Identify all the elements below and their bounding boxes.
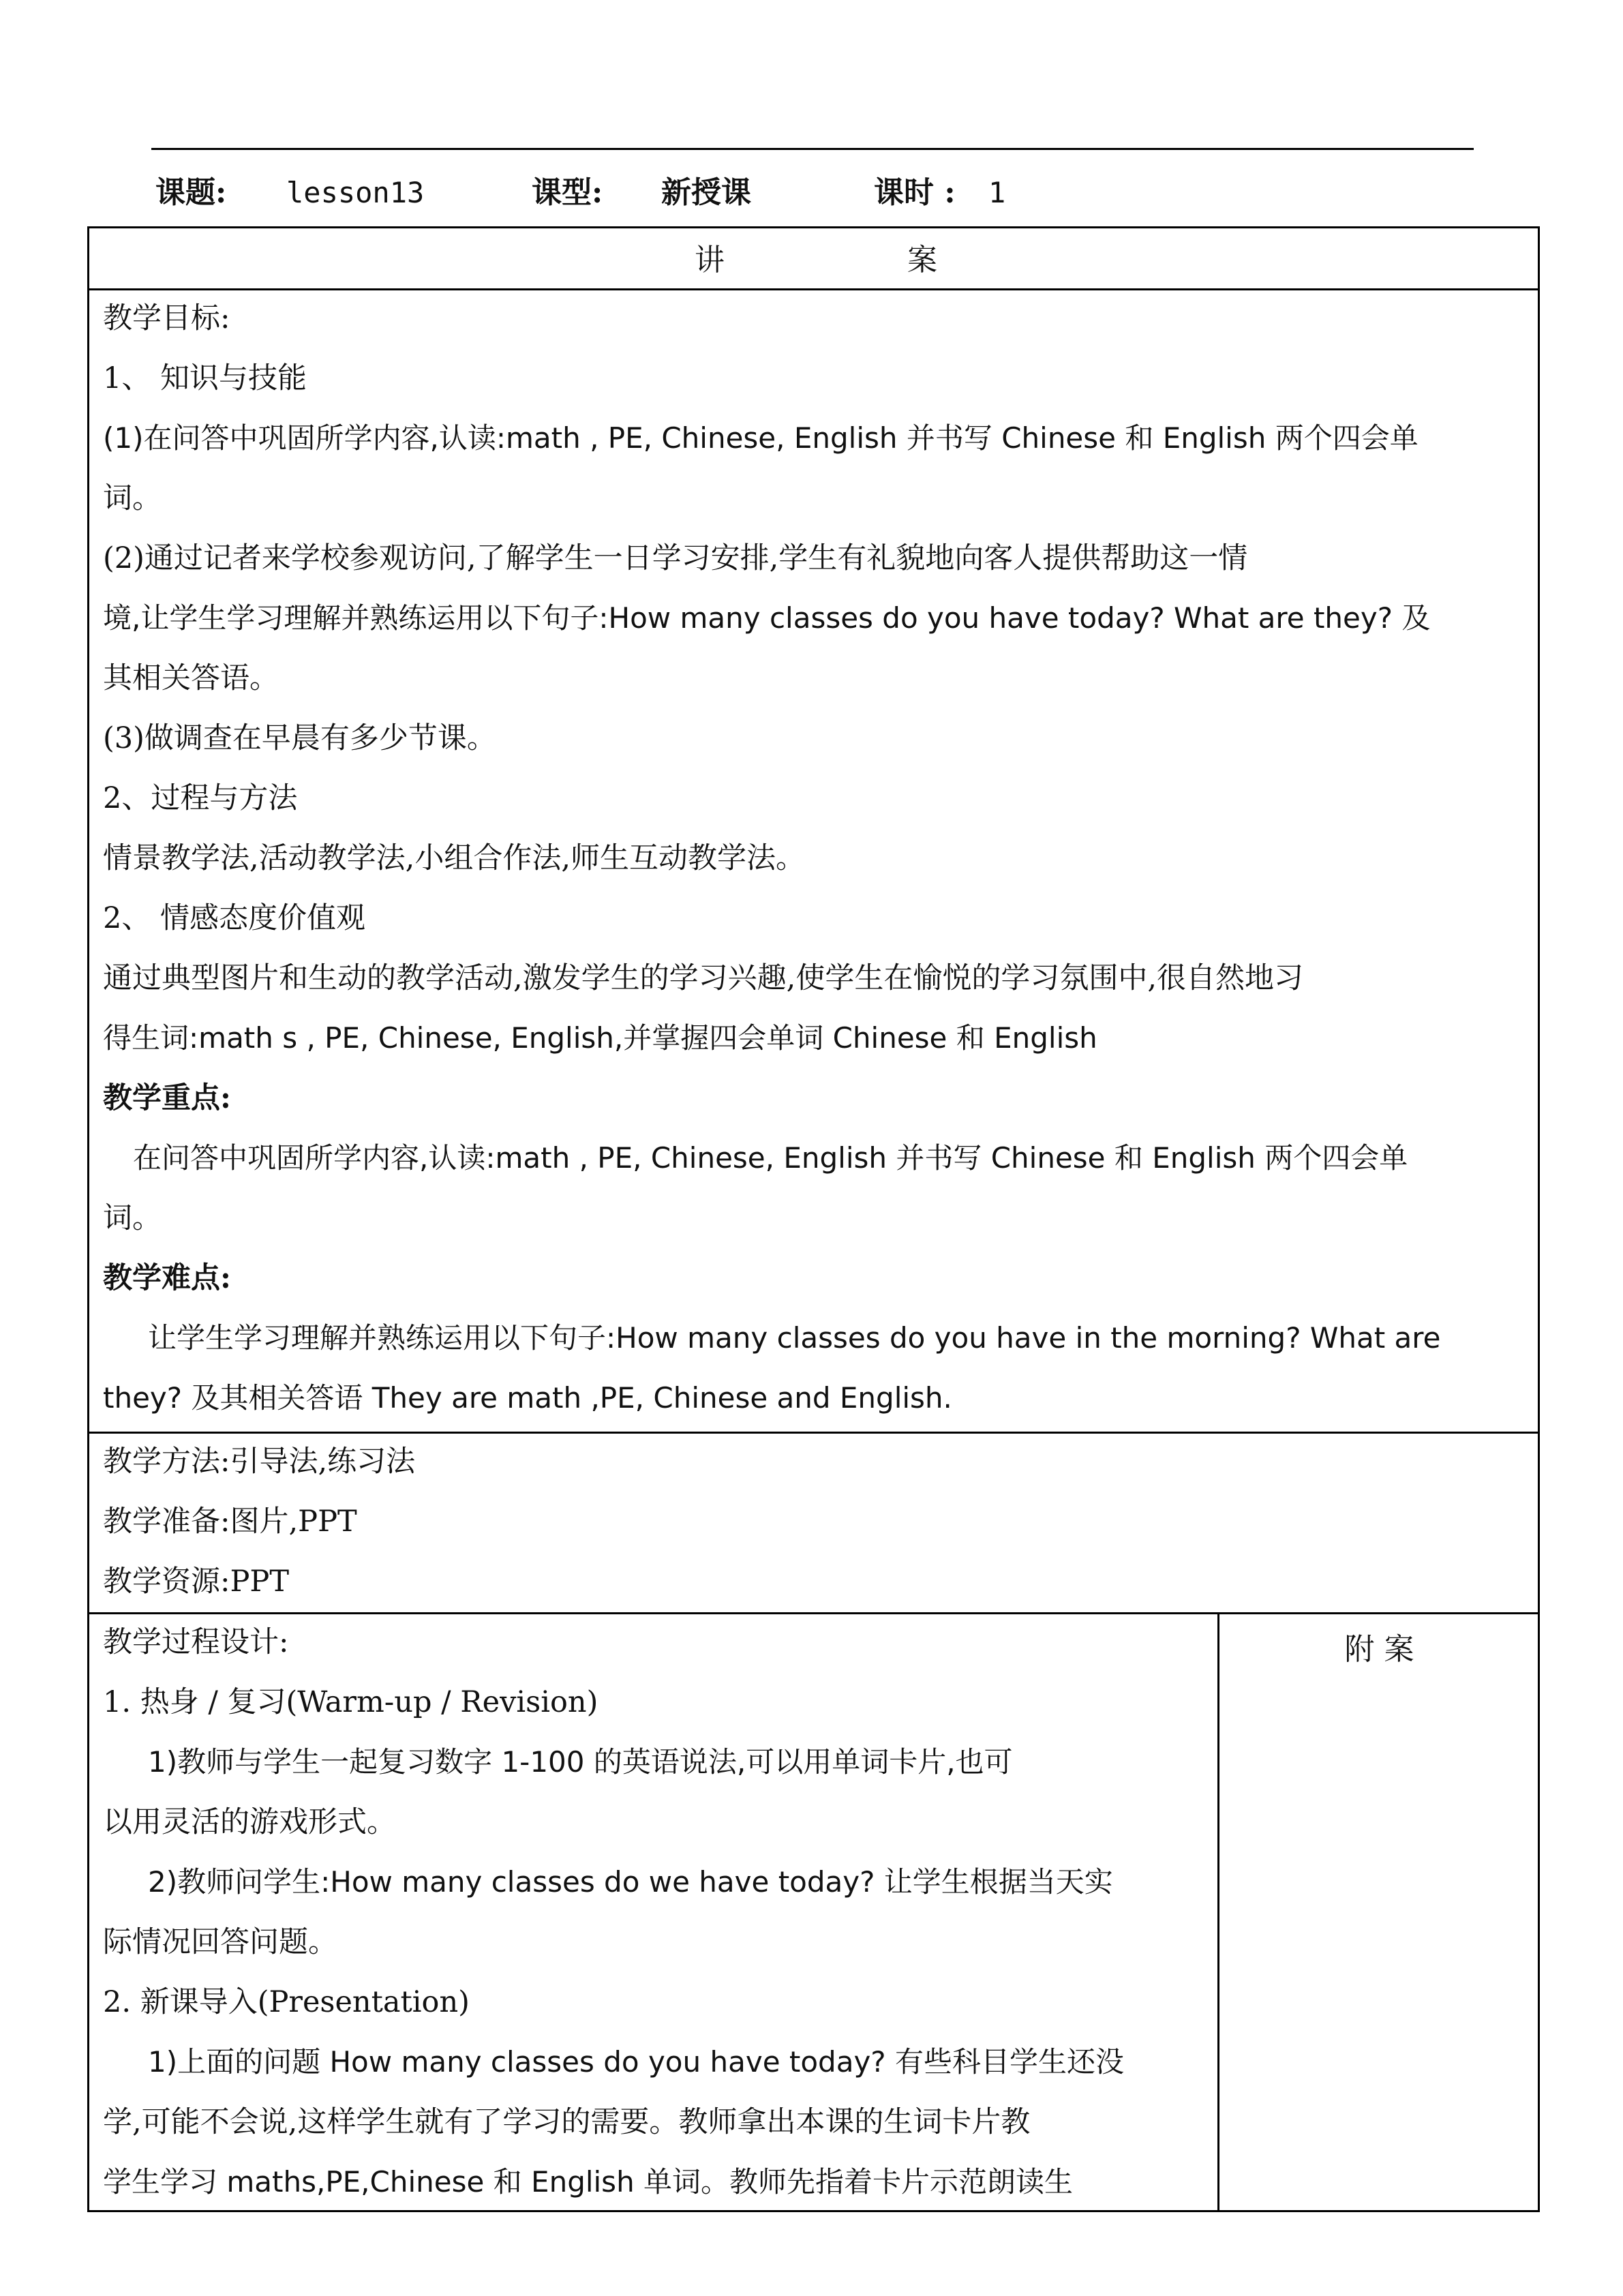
knowledge-item-2-line-2: 境,让学生学习理解并熟练运用以下句子:How many classes do you have today? What are they? 及 bbox=[103, 601, 1431, 635]
appendix-cell bbox=[1221, 1612, 1538, 2210]
title-right-char: 案 bbox=[907, 243, 937, 277]
emotion-line-2: 得生词:math s , PE, Chinese, English,并掌握四会单词 Chinese 和 English bbox=[103, 1021, 1097, 1055]
key-points-heading: 教学重点: bbox=[103, 1081, 231, 1115]
process-heading: 教学过程设计: bbox=[103, 1625, 289, 1659]
topic-value: lesson13 bbox=[286, 176, 425, 209]
knowledge-item-1-line-1: (1)在问答中巩固所学内容,认读:math , PE, Chinese, English 并书写 Chinese 和 English 两个四会单 bbox=[103, 421, 1419, 455]
knowledge-heading: 1、 知识与技能 bbox=[103, 361, 307, 395]
knowledge-item-3: (3)做调查在早晨有多少节课。 bbox=[103, 721, 496, 755]
section-2-item-1-line-3: 学生学习 maths,PE,Chinese 和 English 单词。教师先指着卡片示范朗读生 bbox=[103, 2165, 1074, 2199]
section-2-item-1-line-2: 学,可能不会说,这样学生就有了学习的需要。教师拿出本课的生词卡片教 bbox=[103, 2105, 1031, 2139]
section-2-item-1-line-1: 1)上面的问题 How many classes do you have today? 有些科目学生还没 bbox=[148, 2045, 1124, 2079]
hours-label: 课时 : bbox=[874, 175, 956, 210]
title-row bbox=[89, 228, 1538, 288]
section-1-item-1-line-2: 以用灵活的游戏形式。 bbox=[103, 1805, 396, 1839]
title-left-char: 讲 bbox=[695, 243, 725, 277]
appendix-label: 附 案 bbox=[1344, 1632, 1414, 1667]
process-cell bbox=[103, 1612, 1207, 2210]
section-1-item-2-line-2: 际情况回答问题。 bbox=[103, 1925, 337, 1959]
teaching-method: 教学方法:引导法,练习法 bbox=[103, 1445, 416, 1479]
difficult-points-heading: 教学难点: bbox=[103, 1261, 231, 1295]
knowledge-item-2-line-1: (2)通过记者来学校参观访问,了解学生一日学习安排,学生有礼貌地向客人提供帮助这一情 bbox=[103, 541, 1248, 575]
objectives-cell bbox=[103, 288, 1528, 1432]
key-points-line-1: 在问答中巩固所学内容,认读:math , PE, Chinese, English 并书写 Chinese 和 English 两个四会单 bbox=[133, 1141, 1408, 1175]
difficult-points-line-1: 让学生学习理解并熟练运用以下句子:How many classes do you have in the morning? What are bbox=[148, 1321, 1441, 1355]
emotion-line-1: 通过典型图片和生动的教学活动,激发学生的学习兴趣,使学生在愉悦的学习氛围中,很自然地习 bbox=[103, 961, 1304, 995]
process-method-text: 情景教学法,活动教学法,小组合作法,师生互动教学法。 bbox=[103, 841, 806, 875]
section-1-heading: 1. 热身 / 复习(Warm-up / Revision) bbox=[103, 1685, 598, 1719]
objectives-heading: 教学目标: bbox=[103, 301, 230, 335]
type-value: 新授课 bbox=[661, 175, 751, 210]
hours-value: 1 bbox=[988, 176, 1006, 209]
topic-label: 课题: bbox=[155, 175, 227, 210]
top-rule bbox=[151, 148, 1474, 150]
appendix-column-divider bbox=[1217, 1612, 1219, 2210]
lesson-plan-table bbox=[87, 226, 1540, 2212]
key-points-line-2: 词。 bbox=[103, 1201, 162, 1235]
section-2-heading: 2. 新课导入(Presentation) bbox=[103, 1985, 470, 2019]
teaching-preparation: 教学准备:图片,PPT bbox=[103, 1505, 357, 1539]
emotion-heading: 2、 情感态度价值观 bbox=[103, 901, 366, 935]
difficult-points-line-2: they? 及其相关答语 They are math ,PE, Chinese and English. bbox=[103, 1381, 952, 1415]
process-method-heading: 2、过程与方法 bbox=[103, 781, 298, 815]
knowledge-item-1-line-2: 词。 bbox=[103, 481, 162, 515]
methods-cell bbox=[103, 1432, 1528, 1612]
teaching-resources: 教学资源:PPT bbox=[103, 1565, 290, 1599]
knowledge-item-2-line-3: 其相关答语。 bbox=[103, 661, 279, 695]
section-1-item-1-line-1: 1)教师与学生一起复习数字 1-100 的英语说法,可以用单词卡片,也可 bbox=[148, 1745, 1013, 1779]
type-label: 课型: bbox=[532, 175, 603, 210]
section-1-item-2-line-1: 2)教师问学生:How many classes do we have today? 让学生根据当天实 bbox=[148, 1865, 1113, 1899]
